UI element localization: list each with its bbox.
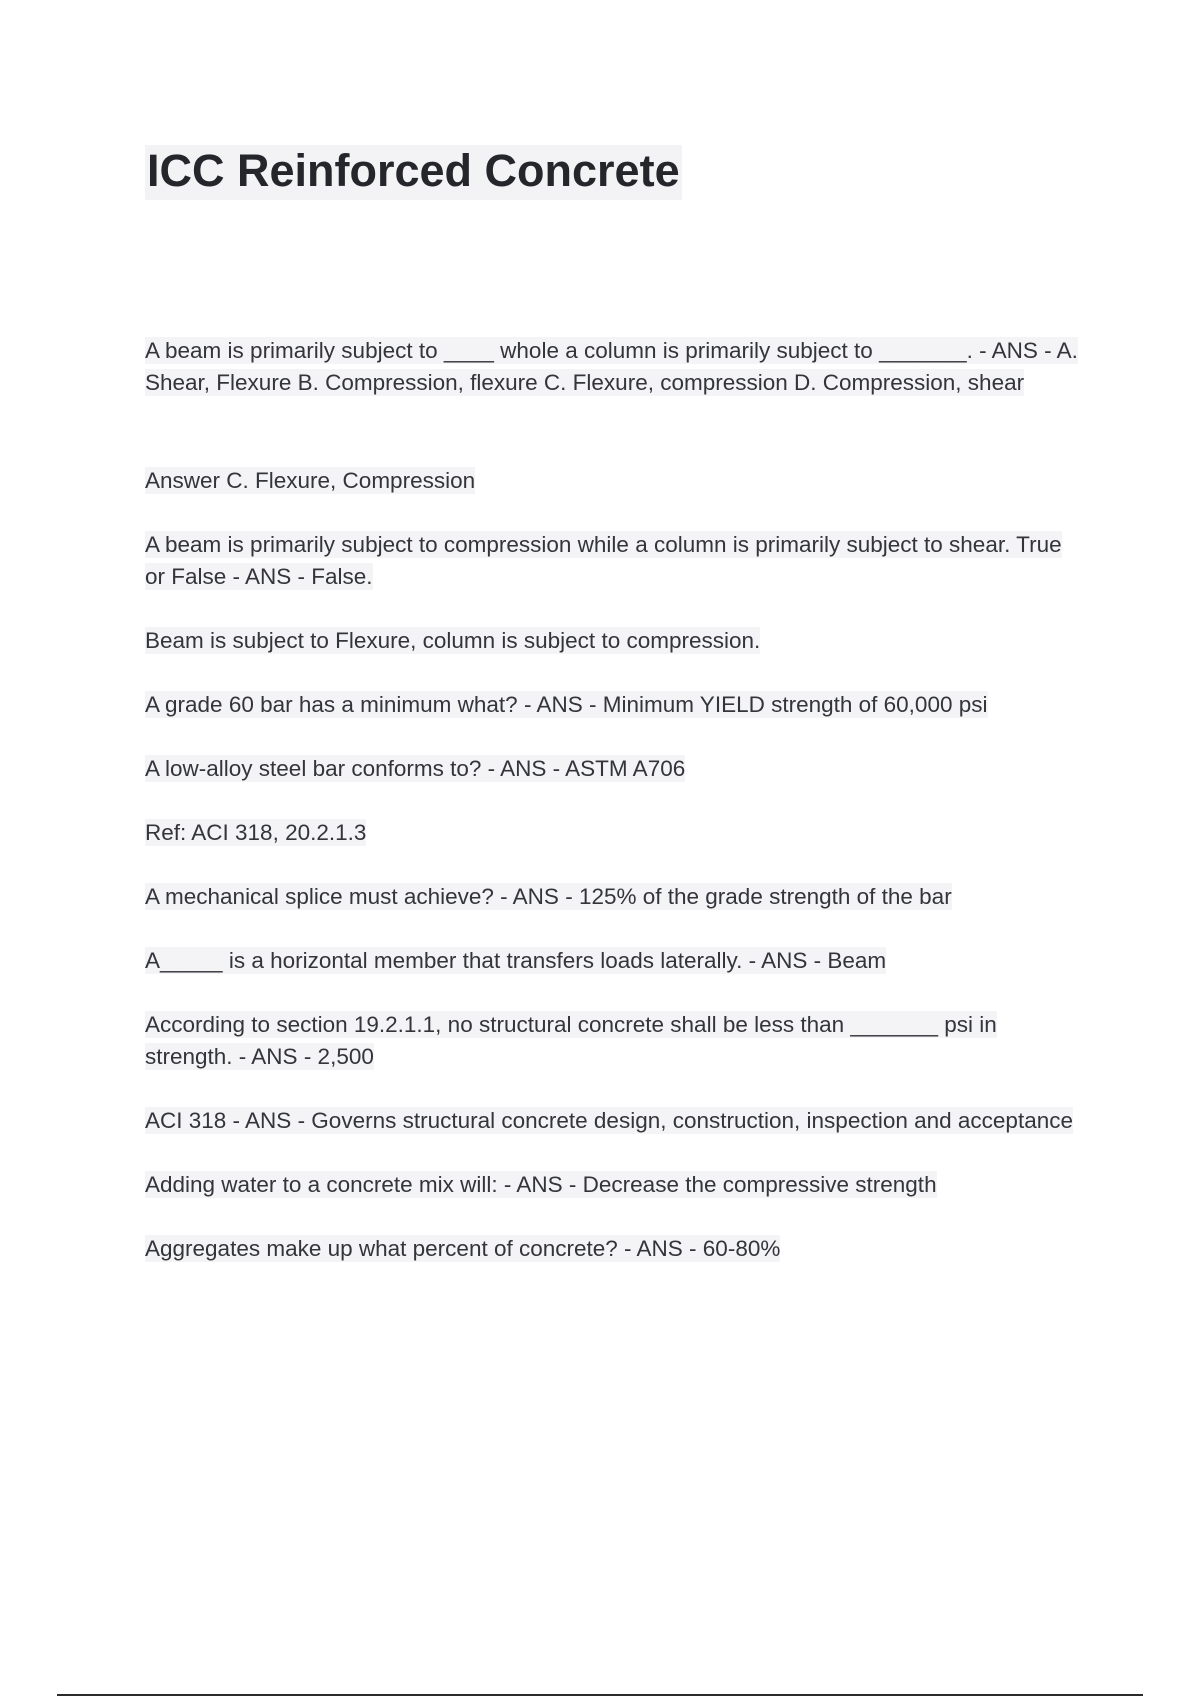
paragraph-low-alloy-steel	[145, 753, 1085, 785]
paragraph-mechanical-splice	[145, 881, 1085, 913]
paragraph-beam-flexure-note	[145, 625, 1085, 657]
paragraph-text: A_____ is a horizontal member that transfers loads laterally. - ANS - Beam	[145, 948, 887, 973]
paragraph-text: Answer C. Flexure, Compression	[145, 468, 476, 493]
paragraph-text: A grade 60 bar has a minimum what? - ANS - Minimum YIELD strength of 60,000 psi	[145, 692, 988, 717]
paragraph-text: ACI 318 - ANS - Governs structural concrete design, construction, inspection and acceptance	[145, 1108, 1073, 1133]
document-title: ICC Reinforced Concrete	[145, 145, 682, 200]
page-bottom-divider	[57, 1694, 1143, 1696]
paragraph-question-beam-column	[145, 335, 1085, 399]
paragraph-text: Adding water to a concrete mix will: - ANS - Decrease the compressive strength	[145, 1172, 937, 1197]
paragraph-text: A low-alloy steel bar conforms to? - ANS - ASTM A706	[145, 756, 686, 781]
paragraph-text: A beam is primarily subject to ____ whole a column is primarily subject to _______. - ANS - A. Shear, Flexure B. Compression, flexure C. Flexure, compression D. Compression, shear	[145, 338, 1078, 395]
paragraph-reference	[145, 817, 1085, 849]
paragraph-adding-water	[145, 1169, 1085, 1201]
paragraph-aci-318	[145, 1105, 1085, 1137]
paragraph-structural-concrete-strength	[145, 1009, 1085, 1073]
paragraph-aggregates	[145, 1233, 1085, 1265]
paragraph-text: A mechanical splice must achieve? - ANS - 125% of the grade strength of the bar	[145, 884, 952, 909]
paragraph-text: Ref: ACI 318, 20.2.1.3	[145, 820, 367, 845]
paragraph-text: Aggregates make up what percent of concrete? - ANS - 60-80%	[145, 1236, 781, 1261]
paragraph-text: According to section 19.2.1.1, no structural concrete shall be less than _______ psi in strength. - ANS - 2,500	[145, 1012, 997, 1069]
paragraph-text: A beam is primarily subject to compression while a column is primarily subject to shear. True or False - ANS - False.	[145, 532, 1062, 589]
paragraph-grade-60-bar	[145, 689, 1085, 721]
paragraph-answer-c	[145, 465, 1085, 497]
document-body	[145, 335, 1085, 1297]
paragraph-horizontal-member	[145, 945, 1085, 977]
paragraph-text: Beam is subject to Flexure, column is subject to compression.	[145, 628, 761, 653]
paragraph-true-false	[145, 529, 1085, 593]
